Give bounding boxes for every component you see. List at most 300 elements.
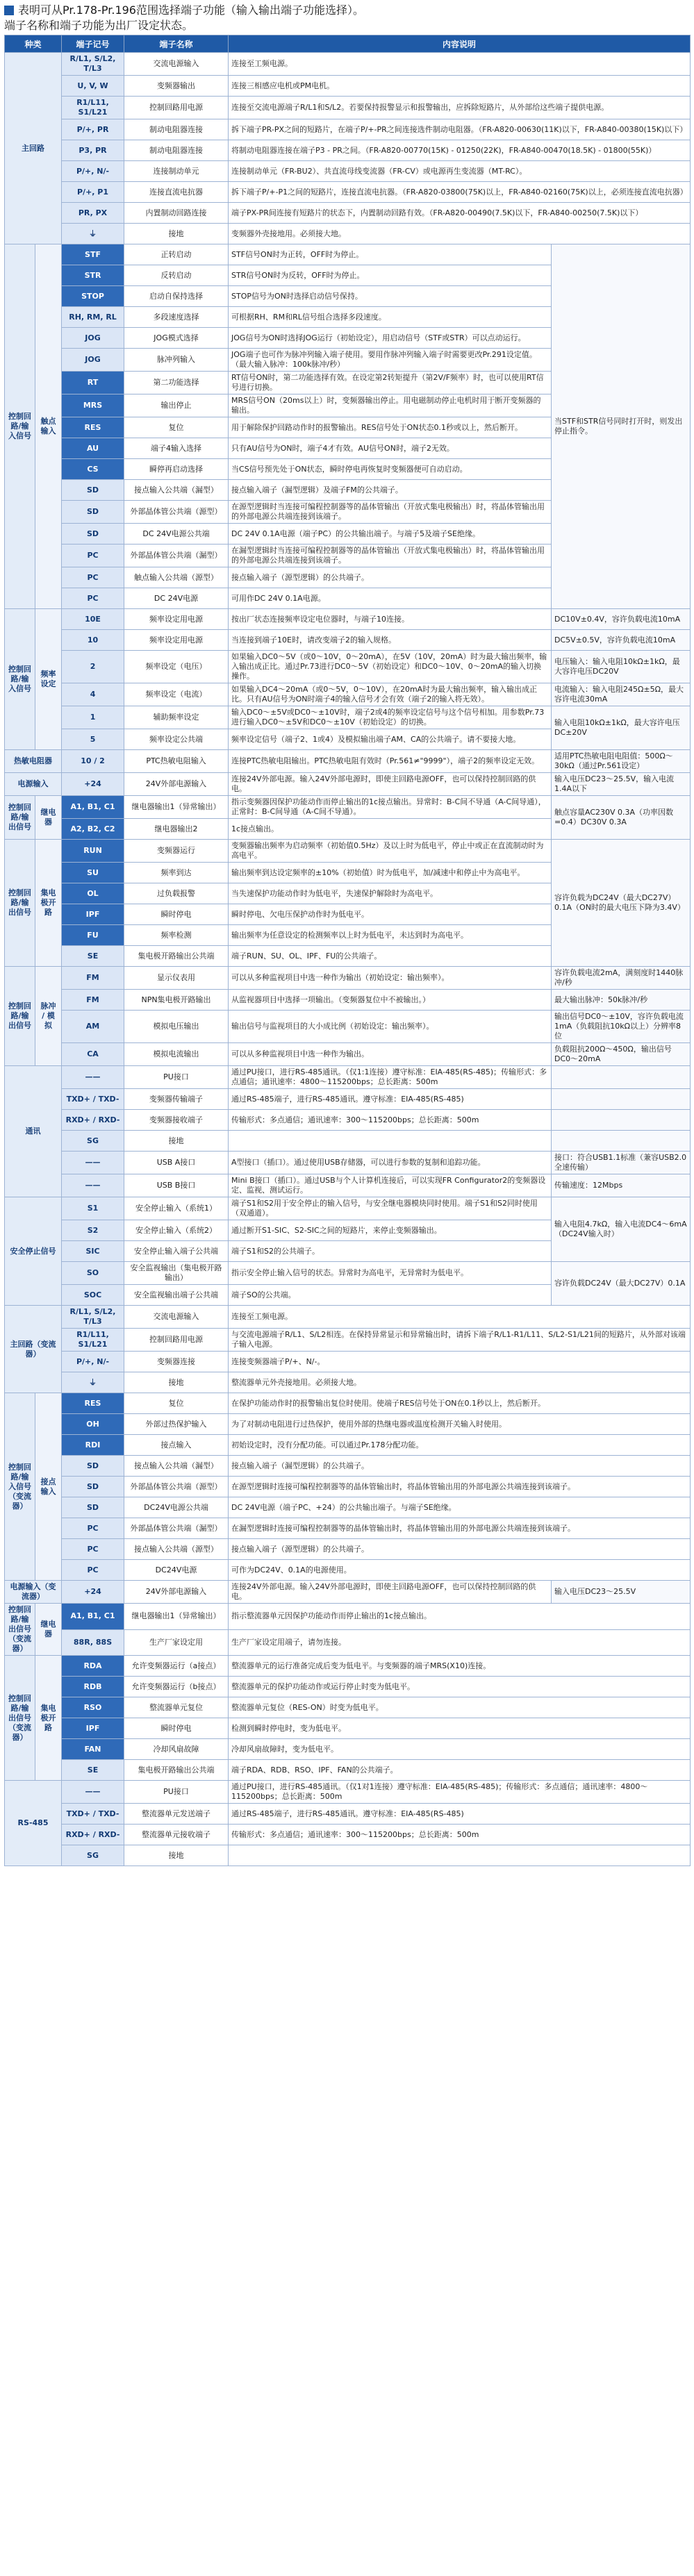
terminal-description: 可作为DC24V、0.1A的电源使用。 <box>229 1560 691 1581</box>
terminal-description: 冷却风扇故障时，变为低电平。 <box>229 1739 691 1760</box>
terminal-name: 脉冲列输入 <box>124 349 229 372</box>
terminal-symbol: RXD+ / RXD- <box>62 1110 124 1131</box>
terminal-name: 交流电源输入 <box>124 1306 229 1329</box>
terminal-symbol: SD <box>62 1497 124 1518</box>
terminal-symbol: RDI <box>62 1435 124 1456</box>
terminal-symbol: STOP <box>62 286 124 307</box>
terminal-rating: 接口：符合USB1.1标准（兼容USB2.0全速传输） <box>552 1152 691 1174</box>
section-group-label: 控制回路/输入信号 <box>5 609 35 750</box>
table-row <box>5 1435 691 1456</box>
terminal-symbol: +24 <box>62 773 124 796</box>
table-row <box>5 244 691 265</box>
terminal-description: 传输形式：多点通信；通讯速率：300～115200bps；总长距离：500m <box>229 1110 552 1131</box>
terminal-name: 连接直流电抗器 <box>124 182 229 203</box>
terminal-description: 指示安全停止输入信号的状态。异常时为高电平，无异常时为低电平。 <box>229 1262 552 1285</box>
terminal-name: 24V外部电源输入 <box>124 1581 229 1604</box>
terminal-description: 按出厂状态连接频率设定电位器时，与端子10连接。 <box>229 609 552 630</box>
note-1: 表明可从Pr.178-Pr.196范围选择端子功能（输入输出端子功能选择）。 <box>4 3 690 18</box>
terminal-symbol: RDA <box>62 1656 124 1677</box>
terminal-description: 接点输入端子（源型逻辑）的公共端子。 <box>229 567 552 588</box>
terminal-symbol: 10 / 2 <box>62 750 124 773</box>
blue-square-icon <box>4 6 14 15</box>
terminal-description: 输出信号与监视项目的大小成比例（初始设定：输出频率）。 <box>229 1011 552 1043</box>
terminal-symbol: FM <box>62 967 124 990</box>
terminal-symbol: S2 <box>62 1220 124 1241</box>
terminal-symbol: P/+, N/- <box>62 1352 124 1372</box>
terminal-symbol: RES <box>62 1393 124 1414</box>
table-row <box>5 1518 691 1539</box>
terminal-symbol: 88R, 88S <box>62 1629 124 1656</box>
terminal-name: USB A接口 <box>124 1152 229 1174</box>
terminal-description: 接点输入端子（漏型逻辑）及端子FM的公共端子。 <box>229 480 552 501</box>
terminal-name: PTC热敏电阻输入 <box>124 750 229 773</box>
terminal-rating: 输出信号DC0～±10V，容许负载电流1mA（负载阻抗10kΩ以上）分辨率8位 <box>552 1011 691 1043</box>
terminal-rating: 输入电压DC23～25.5V，输入电流1.4A以下 <box>552 773 691 796</box>
terminal-name: 冷却风扇故障 <box>124 1739 229 1760</box>
terminal-name: 触点输入公共端（源型） <box>124 567 229 588</box>
terminal-name: USB B接口 <box>124 1174 229 1197</box>
terminal-symbol: SD <box>62 1477 124 1497</box>
terminal-name: 正转启动 <box>124 244 229 265</box>
terminal-rating: 输入电阻4.7kΩ，输入电流DC4～6mA（DC24V输入时） <box>552 1197 691 1262</box>
terminal-description: 通过RS-485端子，进行RS-485通讯。遵守标准：EIA-485(RS-485) <box>229 1089 552 1110</box>
terminal-description: 通过PU接口，进行RS-485通讯。（仅1对1连接）遵守标准：EIA-485(RS-485)；传输形式：多点通信；通讯速率：4800～115200bps；总长距离：500m <box>229 1781 691 1804</box>
terminal-description: 端子RDA、RDB、RSO、IPF、FAN的公共端子。 <box>229 1760 691 1781</box>
terminal-description: 端子S1和S2用于安全停止的输入信号，与安全继电器模块同时使用。端子S1和S2同时使用（双通道）。 <box>229 1197 552 1220</box>
terminal-description: 1c接点输出。 <box>229 819 552 840</box>
terminal-name: 变频器接收端子 <box>124 1110 229 1131</box>
table-row <box>5 1656 691 1677</box>
terminal-symbol: P/+, PR <box>62 119 124 140</box>
terminal-symbol: RDB <box>62 1677 124 1697</box>
terminal-name: 继电器输出1（异常输出） <box>124 1604 229 1630</box>
terminal-description: 整流器单元复位（RES-ON）时变为低电平。 <box>229 1697 691 1718</box>
terminal-name: 安全停止输入（系统2） <box>124 1220 229 1241</box>
terminal-description: 通过RS-485端子，进行RS-485通讯。遵守标准：EIA-485(RS-485) <box>229 1804 691 1825</box>
terminal-description: DC 24V 0.1A电源（端子PC）的公共输出端子。与端子5及端子SE绝缘。 <box>229 524 552 545</box>
terminal-symbol: ⏚ <box>62 1372 124 1393</box>
terminal-name: 连接制动单元 <box>124 161 229 182</box>
terminal-description: 接点输入端子（漏型逻辑）的公共端子。 <box>229 1456 691 1477</box>
table-row <box>5 1329 691 1352</box>
terminal-symbol: RH, RM, RL <box>62 307 124 328</box>
terminal-name: 变频器连接 <box>124 1352 229 1372</box>
terminal-name: 频率检测 <box>124 925 229 946</box>
terminal-description: 在保护功能动作时的报警输出复位时使用。使端子RES信号处于ON在0.1秒以上，然后断开。 <box>229 1393 691 1414</box>
terminal-name: PU接口 <box>124 1066 229 1089</box>
terminal-name: 安全监视输出（集电极开路输出） <box>124 1262 229 1285</box>
terminal-name: 变频器运行 <box>124 840 229 863</box>
terminal-description: 瞬时停电、欠电压保护动作时为低电平。 <box>229 904 552 925</box>
terminal-rating: 负载阻抗200Ω～450Ω，输出信号DC0～20mA <box>552 1043 691 1066</box>
terminal-description: 端子PX-PR间连接有短路片的状态下，内置制动回路有效。（FR-A820-00490(7.5K)以下，FR-A840-00250(7.5K)以下） <box>229 203 691 224</box>
section-group-label: 电源输入 <box>5 773 62 796</box>
terminal-rating: 最大输出脉冲：50k脉冲/秒 <box>552 990 691 1011</box>
terminal-name: 控制回路用电源 <box>124 97 229 119</box>
terminal-symbol: U, V, W <box>62 76 124 97</box>
terminal-description: STOP信号为ON时选择启动信号保持。 <box>229 286 552 307</box>
terminal-symbol: JOG <box>62 349 124 372</box>
terminal-description: 连接三相感应电机或PM电机。 <box>229 76 691 97</box>
terminal-description: JOG信号为ON时选择JOG运行（初始设定），用启动信号（STF或STR）可以点动运行。 <box>229 328 552 349</box>
terminal-rating: 输入电压DC23～25.5V <box>552 1581 691 1604</box>
terminal-description: 如果输入DC4～20mA（或0～5V，0～10V），在20mA时为最大输出频率，输入输出成正比。只有AU信号为ON时端子4的输入信号才会有效（端子2的输入将无效）。 <box>229 683 552 706</box>
table-row <box>5 97 691 119</box>
terminal-description: 可用作DC 24V 0.1A电源。 <box>229 588 552 609</box>
terminal-description: 指示变频器因保护功能动作而停止输出的1c接点输出。异常时：B-C间不导通（A-C间导通），正常时：B-C间导通（A-C间不导通）。 <box>229 796 552 819</box>
terminal-symbol: SD <box>62 501 124 524</box>
terminal-description: 端子RUN、SU、OL、IPF、FU的公共端子。 <box>229 946 552 967</box>
terminal-symbol: SD <box>62 524 124 545</box>
terminal-rating <box>552 1066 691 1089</box>
terminal-description: 用于解除保护回路动作时的报警输出。RES信号处于ON状态0.1秒或以上，然后断开。 <box>229 417 552 438</box>
terminal-description: 连接至交流电源端子R/L1和S/L2。若要保持报警显示和报警输出，应拆除短路片，从外部给这些端子提供电源。 <box>229 97 691 119</box>
terminal-symbol: RES <box>62 417 124 438</box>
terminal-name: 安全停止输入（系统1） <box>124 1197 229 1220</box>
terminal-name: 交流电源输入 <box>124 53 229 76</box>
terminal-name: 制动电阻器连接 <box>124 119 229 140</box>
terminal-name: 接点输入 <box>124 1435 229 1456</box>
terminal-description <box>229 1845 691 1866</box>
terminal-description: 初始设定时，没有分配功能。可以通过Pr.178分配功能。 <box>229 1435 691 1456</box>
terminal-name: 模拟电流输出 <box>124 1043 229 1066</box>
terminal-description: 连接24V外部电源。输入24V外部电源时，即使主回路电源OFF，也可以保持控制回路的供电。 <box>229 773 552 796</box>
terminal-description: 将制动电阻器连接在端子P3 - PR之间。（FR-A820-00770(15K) - 01250(22K)，FR-A840-00470(18.5K) - 01800(55K)） <box>229 140 691 161</box>
terminal-rating <box>552 1110 691 1131</box>
section-group-label: 控制回路/输出信号 <box>5 840 35 967</box>
terminal-symbol: FAN <box>62 1739 124 1760</box>
terminal-description: 可以从多种监视项目中选一种作为输出（初始设定：输出频率）。 <box>229 967 552 990</box>
terminal-symbol: 4 <box>62 683 124 706</box>
terminal-symbol: SE <box>62 946 124 967</box>
terminal-name: 整流器单元发送端子 <box>124 1804 229 1825</box>
terminal-name: 整流器单元接收端子 <box>124 1825 229 1845</box>
notes <box>0 0 694 35</box>
table-row <box>5 1393 691 1414</box>
terminal-name: 变频器传输端子 <box>124 1089 229 1110</box>
terminal-symbol: 10 <box>62 630 124 651</box>
table-row <box>5 1306 691 1329</box>
terminal-description: 端子SO的公共端。 <box>229 1285 552 1306</box>
terminal-symbol: SOC <box>62 1285 124 1306</box>
terminal-symbol: RUN <box>62 840 124 863</box>
terminal-description: 输入DC0～±5V或DC0～±10V时，端子2或4的频率设定信号与这个信号相加。用参数Pr.73进行输入DC0～±5V和DC0～±10V（初始设定）的切换。 <box>229 706 552 729</box>
terminal-rating: DC10V±0.4V，容许负载电流10mA <box>552 609 691 630</box>
section-subgroup-label: 集电极开路 <box>35 840 62 967</box>
terminal-symbol: PC <box>62 545 124 567</box>
table-row <box>5 1414 691 1435</box>
terminal-name: 外部晶体管公共端（源型） <box>124 1477 229 1497</box>
terminal-description: 整流器单元的保护功能动作或运行停止时变为低电平。 <box>229 1677 691 1697</box>
terminal-symbol: PC <box>62 1539 124 1560</box>
header-desc: 内容说明 <box>229 35 691 53</box>
terminal-description: 连接PTC热敏电阻输出。PTC热敏电阻有效时（Pr.561≠"9999"），端子2的频率设定无效。 <box>229 750 552 773</box>
terminal-description: 从监视器项目中选择一项输出。（变频器复位中不被输出。） <box>229 990 552 1011</box>
table-row <box>5 1781 691 1804</box>
terminal-symbol: STR <box>62 265 124 286</box>
table-row <box>5 1352 691 1372</box>
terminal-symbol: —— <box>62 1781 124 1804</box>
terminal-description: 可以从多种监视项目中选一种作为输出。 <box>229 1043 552 1066</box>
terminal-name: 内置制动回路连接 <box>124 203 229 224</box>
table-row <box>5 119 691 140</box>
table-row <box>5 609 691 630</box>
terminal-rating: 电流输入：输入电阻245Ω±5Ω，最大容许电流30mA <box>552 683 691 706</box>
table-row <box>5 796 691 819</box>
terminal-description: 端子S1和S2的公共端子。 <box>229 1241 552 1262</box>
terminal-symbol: PC <box>62 567 124 588</box>
header-name: 端子名称 <box>124 35 229 53</box>
terminal-symbol: PR, PX <box>62 203 124 224</box>
terminal-name: 反转启动 <box>124 265 229 286</box>
table-row <box>5 1043 691 1066</box>
terminal-name: 显示仪表用 <box>124 967 229 990</box>
terminal-description: MRS信号ON（20ms以上）时，变频器输出停止。用电磁制动停止电机时用于断开变频器的输出。 <box>229 394 552 417</box>
terminal-description: 通过PU接口，进行RS-485通讯。（仅1:1连接）遵守标准：EIA-485(RS-485)；传输形式：多点通信；通讯速率：4800～115200bps；总长距离：500m <box>229 1066 552 1089</box>
section-subgroup-label: 集电极开路 <box>35 1656 62 1781</box>
table-row <box>5 1152 691 1174</box>
terminal-symbol: —— <box>62 1152 124 1174</box>
terminal-name: 继电器输出1（异常输出） <box>124 796 229 819</box>
terminal-symbol: SO <box>62 1262 124 1285</box>
terminal-name: 外部晶体管公共端（源型） <box>124 501 229 524</box>
terminal-description: 为了对制动电阻进行过热保护，使用外部的热继电器或温度检测开关输入时使用。 <box>229 1414 691 1435</box>
terminal-symbol: 1 <box>62 706 124 729</box>
table-row <box>5 161 691 182</box>
terminal-rating: 电压输入：输入电阻10kΩ±1kΩ，最大容许电压DC20V <box>552 651 691 683</box>
section-group-label: 电源输入（变流器） <box>5 1581 62 1604</box>
section-group-label: 主回路（变流器） <box>5 1306 62 1393</box>
table-header <box>5 35 691 53</box>
terminal-description: 接点输入端子（源型逻辑）的公共端子。 <box>229 1539 691 1560</box>
table-row <box>5 1110 691 1131</box>
table-row <box>5 840 691 863</box>
terminal-name: 接点输入公共端（漏型） <box>124 1456 229 1477</box>
terminal-name: 模拟电压输出 <box>124 1011 229 1043</box>
terminal-name: 制动电阻器连接 <box>124 140 229 161</box>
terminal-description: RT信号ON时，第二功能选择有效。在设定第2转矩提升（第2V/F频率）时，也可以使用RT信号进行切换。 <box>229 372 552 394</box>
table-row <box>5 1739 691 1760</box>
terminal-description: 输出频率为任意设定的检测频率以上时为低电平，未达到时为高电平。 <box>229 925 552 946</box>
terminal-name: 复位 <box>124 1393 229 1414</box>
terminal-description: 在源型逻辑时当连接可编程控制器等的晶体管输出（开放式集电极输出）时，将晶体管输出用的外部电源公共端连接到该端子。 <box>229 501 552 524</box>
table-row <box>5 1197 691 1220</box>
terminal-symbol: SD <box>62 1456 124 1477</box>
terminal-symbol: FU <box>62 925 124 946</box>
terminal-symbol: CA <box>62 1043 124 1066</box>
terminal-symbol: R1/L11, S1/L21 <box>62 1329 124 1352</box>
section-group-label: 主回路 <box>5 53 62 244</box>
terminal-rating: 容许负载DC24V（最大DC27V）0.1A <box>552 1262 691 1306</box>
terminal-symbol: IPF <box>62 1718 124 1739</box>
terminal-description: 频率设定信号（端子2、1或4）及模拟输出端子AM、CA的公共端子。请不要接大地。 <box>229 729 552 750</box>
terminal-symbol: 5 <box>62 729 124 750</box>
table-row <box>5 1372 691 1393</box>
table-row <box>5 750 691 773</box>
terminal-name: 端子4输入选择 <box>124 438 229 459</box>
table-row <box>5 1677 691 1697</box>
terminal-rating: 容许负载电流2mA，满刻度时1440脉冲/秒 <box>552 967 691 990</box>
table-row <box>5 1262 691 1285</box>
terminal-name: 接点输入公共端（源型） <box>124 1539 229 1560</box>
terminal-name: 过负载报警 <box>124 883 229 904</box>
terminal-description: 生产厂家设定用端子，请勿连接。 <box>229 1629 691 1656</box>
terminal-description: 连接至工频电源。 <box>229 1306 691 1329</box>
terminal-symbol: SU <box>62 863 124 883</box>
terminal-name: 集电极开路输出公共端 <box>124 1760 229 1781</box>
terminal-rating <box>552 1131 691 1152</box>
table-row <box>5 990 691 1011</box>
table-row <box>5 1539 691 1560</box>
terminal-name: 频率设定（电压） <box>124 651 229 683</box>
terminal-symbol: TXD+ / TXD- <box>62 1089 124 1110</box>
terminal-name: 集电极开路输出公共端 <box>124 946 229 967</box>
terminal-rating: 容许负载为DC24V（最大DC27V）0.1A（ON时的最大电压下降为3.4V） <box>552 840 691 967</box>
terminal-rating: 触点容量AC230V 0.3A（功率因数=0.4）DC30V 0.3A <box>552 796 691 840</box>
section-group-label: 安全停止信号 <box>5 1197 62 1306</box>
terminal-name: 频率到达 <box>124 863 229 883</box>
terminal-description: 指示整流器单元因保护功能动作而停止输出的1c接点输出。 <box>229 1604 691 1630</box>
terminal-symbol: IPF <box>62 904 124 925</box>
table-row <box>5 1845 691 1866</box>
section-subgroup-label: 频率设定 <box>35 609 62 750</box>
section-subgroup-label: 触点输入 <box>35 244 62 609</box>
table-row <box>5 1697 691 1718</box>
terminal-name: DC 24V电源公共端 <box>124 524 229 545</box>
terminal-description: Mini B接口（插口）。通过USB与个人计算机连接后，可以实现FR Configurator2的变频器设定、监视、测试运行。 <box>229 1174 552 1197</box>
terminal-description: 变频器外壳接地用。必须接大地。 <box>229 224 691 244</box>
terminal-description: DC 24V电源（端子PC、+24）的公共输出端子。与端子SE绝缘。 <box>229 1497 691 1518</box>
terminal-rating: 输入电阻10kΩ±1kΩ，最大容许电压DC±20V <box>552 706 691 750</box>
section-subgroup-label: 继电器 <box>35 796 62 840</box>
table-row <box>5 1604 691 1630</box>
terminal-description: 拆下端子P/+-P1之间的短路片，连接直流电抗器。（FR-A820-03800(75K)以上，FR-A840-02160(75K)以上，必须连接直流电抗器） <box>229 182 691 203</box>
section-group-label: 控制回路/输入信号（变流器） <box>5 1393 35 1581</box>
terminal-name: 频率设定公共端 <box>124 729 229 750</box>
table-row <box>5 630 691 651</box>
terminal-name: 控制回路用电源 <box>124 1329 229 1352</box>
terminal-symbol: ⏚ <box>62 224 124 244</box>
terminal-symbol: RXD+ / RXD- <box>62 1825 124 1845</box>
terminal-rating: DC5V±0.5V，容许负载电流10mA <box>552 630 691 651</box>
terminal-symbol: S1 <box>62 1197 124 1220</box>
terminal-symbol: OH <box>62 1414 124 1435</box>
terminal-name: 外部过热保护输入 <box>124 1414 229 1435</box>
terminal-spec-table <box>4 35 691 1866</box>
terminal-name: NPN集电极开路输出 <box>124 990 229 1011</box>
table-row <box>5 1131 691 1152</box>
terminal-symbol: OL <box>62 883 124 904</box>
table-body <box>5 53 691 1866</box>
terminal-name: 瞬时停电 <box>124 904 229 925</box>
section-group-label: 控制回路/输入信号 <box>5 244 35 609</box>
section-subgroup-label: 接点输入 <box>35 1393 62 1581</box>
terminal-name: 辅助频率设定 <box>124 706 229 729</box>
terminal-name: DC24V电源 <box>124 1560 229 1581</box>
section-group-label: 控制回路/输出信号 <box>5 967 35 1066</box>
table-row <box>5 1629 691 1656</box>
terminal-symbol: PC <box>62 588 124 609</box>
table-row <box>5 1560 691 1581</box>
terminal-name: 外部晶体管公共端（漏型） <box>124 1518 229 1539</box>
terminal-symbol: —— <box>62 1174 124 1197</box>
terminal-symbol: +24 <box>62 1581 124 1604</box>
terminal-name: 接地 <box>124 1845 229 1866</box>
terminal-description: 在漏型逻辑时当连接可编程控制器等的晶体管输出（开放式集电极输出）时，将晶体管输出用的外部电源公共端连接到该端子。 <box>229 545 552 567</box>
terminal-name: 接点输入公共端（漏型） <box>124 480 229 501</box>
table-row <box>5 1089 691 1110</box>
section-group-label: 控制回路/输出信号（变流器） <box>5 1656 35 1781</box>
terminal-description: 传输形式：多点通信；通讯速率：300～115200bps；总长距离：500m <box>229 1825 691 1845</box>
terminal-description: 检测到瞬时停电时，变为低电平。 <box>229 1718 691 1739</box>
table-row <box>5 1804 691 1825</box>
terminal-name: DC 24V电源 <box>124 588 229 609</box>
section-group-label: 控制回路/输出信号（变流器） <box>5 1604 35 1656</box>
terminal-description: 变频器输出频率为启动频率（初始值0.5Hz）及以上时为低电平，停止中或正在直流制动时为高电平。 <box>229 840 552 863</box>
terminal-symbol: R1/L11, S1/L21 <box>62 97 124 119</box>
terminal-name: 接地 <box>124 1372 229 1393</box>
terminal-name: 24V外部电源输入 <box>124 773 229 796</box>
terminal-name: 频率设定（电流） <box>124 683 229 706</box>
terminal-symbol: SG <box>62 1131 124 1152</box>
terminal-symbol: SE <box>62 1760 124 1781</box>
terminal-name: 瞬时停电 <box>124 1718 229 1739</box>
table-row <box>5 1174 691 1197</box>
table-row <box>5 1581 691 1604</box>
terminal-symbol: RT <box>62 372 124 394</box>
terminal-description: JOG端子也可作为脉冲列输入端子使用。要用作脉冲列输入端子时需要更改Pr.291设定值。（最大输入脉冲：100k脉冲/秒） <box>229 349 552 372</box>
terminal-symbol: 2 <box>62 651 124 683</box>
terminal-description: STR信号ON时为反转，OFF时为停止。 <box>229 265 552 286</box>
terminal-symbol: R/L1, S/L2, T/L3 <box>62 1306 124 1329</box>
table-row <box>5 182 691 203</box>
table-row <box>5 1825 691 1845</box>
table-row <box>5 76 691 97</box>
terminal-description: 当连接到端子10E时，请改变端子2的输入规格。 <box>229 630 552 651</box>
terminal-symbol: SD <box>62 480 124 501</box>
terminal-description: 当失速保护功能动作时为低电平，失速保护解除时为高电平。 <box>229 883 552 904</box>
terminal-symbol: AM <box>62 1011 124 1043</box>
terminal-symbol: CS <box>62 459 124 480</box>
section-group-label: 通讯 <box>5 1066 62 1197</box>
terminal-symbol: TXD+ / TXD- <box>62 1804 124 1825</box>
terminal-symbol: JOG <box>62 328 124 349</box>
terminal-name: 接地 <box>124 224 229 244</box>
terminal-description: 拆下端子PR-PX之间的短路片，在端子P/+-PR之间连接选件制动电阻器。（FR-A820-00630(11K)以下，FR-A840-00380(15K)以下） <box>229 119 691 140</box>
terminal-description: A型接口（插口）。通过使用USB存储器，可以进行参数的复制和追踪功能。 <box>229 1152 552 1174</box>
terminal-description: 通过断开S1-SIC、S2-SIC之间的短路片，来停止变频器输出。 <box>229 1220 552 1241</box>
table-row <box>5 224 691 244</box>
terminal-symbol: P3, PR <box>62 140 124 161</box>
terminal-symbol: P/+, P1 <box>62 182 124 203</box>
table-row <box>5 1456 691 1477</box>
terminal-symbol: PC <box>62 1560 124 1581</box>
terminal-rating: 传输速度：12Mbps <box>552 1174 691 1197</box>
terminal-name: 生产厂家设定用 <box>124 1629 229 1656</box>
terminal-symbol: SIC <box>62 1241 124 1262</box>
table-row <box>5 203 691 224</box>
terminal-name: 第二功能选择 <box>124 372 229 394</box>
section-group-label: RS-485 <box>5 1781 62 1866</box>
terminal-description: 在源型逻辑时连接可编程控制器等的晶体管输出时，将晶体管输出用的外部电源公共端连接到该端子。 <box>229 1477 691 1497</box>
terminal-symbol: RSO <box>62 1697 124 1718</box>
terminal-symbol: FM <box>62 990 124 1011</box>
terminal-rating: 适用PTC热敏电阻电阻值：500Ω～30kΩ（通过Pr.561设定） <box>552 750 691 773</box>
terminal-description: 当CS信号预先处于ON状态，瞬时停电再恢复时变频器便可自动启动。 <box>229 459 552 480</box>
terminal-name: DC24V电源公共端 <box>124 1497 229 1518</box>
section-group-label: 热敏电阻器 <box>5 750 62 773</box>
terminal-name: PU接口 <box>124 1781 229 1804</box>
